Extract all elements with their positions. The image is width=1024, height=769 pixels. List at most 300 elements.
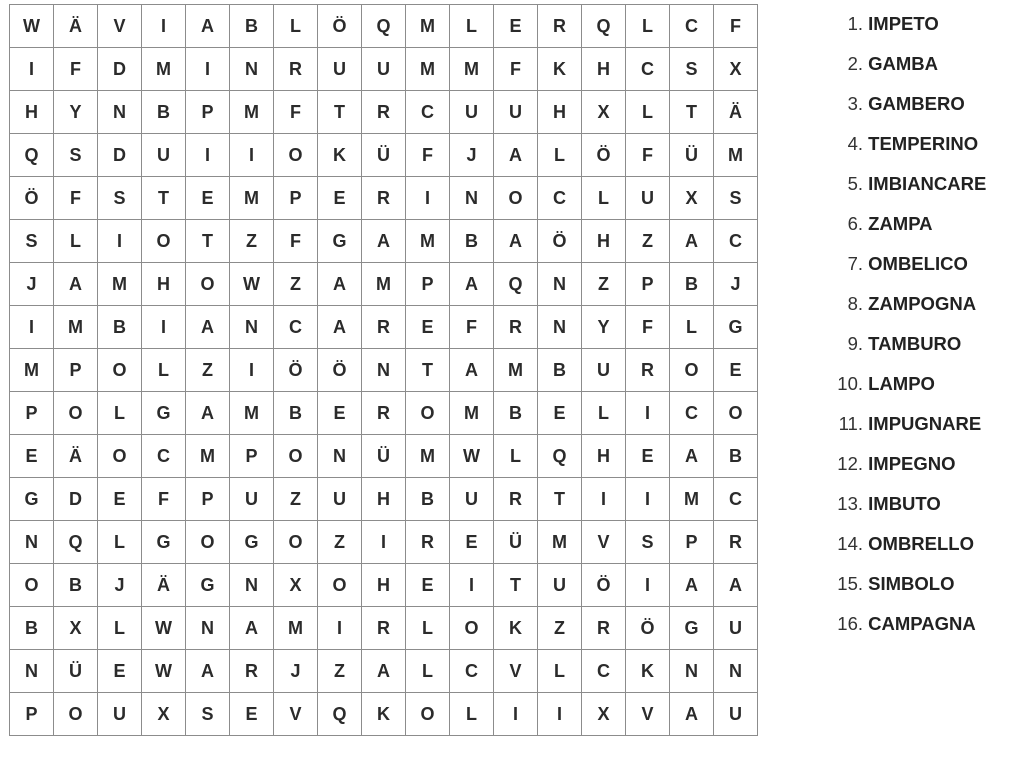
grid-cell[interactable]: L [98,521,142,564]
grid-cell[interactable]: L [494,435,538,478]
grid-cell[interactable]: M [406,435,450,478]
grid-cell[interactable]: N [318,435,362,478]
grid-cell[interactable]: E [450,521,494,564]
grid-cell[interactable]: D [54,478,98,521]
grid-cell[interactable]: L [582,392,626,435]
grid-cell[interactable]: N [450,177,494,220]
grid-cell[interactable]: J [98,564,142,607]
grid-cell[interactable]: G [142,521,186,564]
grid-cell[interactable]: G [230,521,274,564]
grid-cell[interactable]: M [10,349,54,392]
grid-cell[interactable]: M [406,5,450,48]
grid-cell[interactable]: E [406,306,450,349]
grid-cell[interactable]: U [714,607,758,650]
grid-cell[interactable]: H [142,263,186,306]
grid-cell[interactable]: A [670,220,714,263]
grid-cell[interactable]: O [714,392,758,435]
grid-cell[interactable]: S [54,134,98,177]
grid-cell[interactable]: X [582,91,626,134]
grid-cell[interactable]: I [450,564,494,607]
word-label: IMPETO [868,13,939,34]
grid-cell[interactable]: B [98,306,142,349]
grid-cell[interactable]: A [186,5,230,48]
grid-cell[interactable]: L [626,91,670,134]
grid-cell[interactable]: Ü [362,134,406,177]
grid-cell[interactable]: Z [318,650,362,693]
grid-cell[interactable]: I [362,521,406,564]
grid-cell[interactable]: M [362,263,406,306]
grid-cell[interactable]: Ä [714,91,758,134]
grid-cell[interactable]: P [274,177,318,220]
grid-cell[interactable]: W [230,263,274,306]
grid-cell[interactable]: Q [582,5,626,48]
grid-cell[interactable]: Ö [318,5,362,48]
grid-cell[interactable]: M [714,134,758,177]
grid-cell[interactable]: Ö [582,564,626,607]
grid-cell[interactable]: G [714,306,758,349]
grid-cell[interactable]: L [98,607,142,650]
grid-cell[interactable]: F [274,91,318,134]
grid-cell[interactable]: I [230,134,274,177]
grid-cell[interactable]: Z [186,349,230,392]
grid-cell[interactable]: V [626,693,670,736]
word-list-item [826,284,986,324]
grid-cell[interactable]: C [406,91,450,134]
grid-cell[interactable]: M [450,392,494,435]
grid-cell[interactable]: R [494,478,538,521]
grid-cell[interactable]: K [538,48,582,91]
grid-cell[interactable]: T [142,177,186,220]
grid-cell[interactable]: I [186,134,230,177]
grid-cell[interactable]: I [10,306,54,349]
grid-cell[interactable]: L [582,177,626,220]
grid-cell[interactable]: O [54,693,98,736]
grid-cell[interactable]: Ü [670,134,714,177]
grid-cell[interactable]: U [450,91,494,134]
grid-cell[interactable]: Q [538,435,582,478]
grid-cell[interactable]: O [406,392,450,435]
grid-cell[interactable]: N [362,349,406,392]
grid-cell[interactable]: J [450,134,494,177]
grid-cell[interactable]: I [626,392,670,435]
grid-cell[interactable]: A [318,306,362,349]
grid-cell[interactable]: Ü [494,521,538,564]
grid-cell[interactable]: C [450,650,494,693]
grid-cell[interactable]: B [142,91,186,134]
grid-cell[interactable]: U [538,564,582,607]
grid-cell[interactable]: H [582,220,626,263]
grid-cell[interactable]: F [142,478,186,521]
grid-cell[interactable]: Y [54,91,98,134]
grid-cell[interactable]: Ö [10,177,54,220]
grid-cell[interactable]: L [450,693,494,736]
grid-cell[interactable]: C [274,306,318,349]
grid-cell[interactable]: I [142,306,186,349]
grid-cell[interactable]: N [186,607,230,650]
grid-cell[interactable]: U [626,177,670,220]
grid-cell[interactable]: H [582,435,626,478]
grid-cell[interactable]: X [714,48,758,91]
grid-cell[interactable]: M [670,478,714,521]
word-number: 5. [847,173,863,194]
grid-cell[interactable]: Ö [274,349,318,392]
grid-cell[interactable]: C [142,435,186,478]
word-list-item [826,604,986,644]
grid-cell[interactable]: O [274,435,318,478]
grid-cell[interactable]: U [142,134,186,177]
grid-cell[interactable]: R [362,607,406,650]
grid-cell[interactable]: A [670,564,714,607]
grid-cell[interactable]: P [10,392,54,435]
grid-cell[interactable]: A [318,263,362,306]
grid-cell[interactable]: Ö [318,349,362,392]
grid-cell[interactable]: M [406,220,450,263]
grid-cell[interactable]: V [98,5,142,48]
grid-cell[interactable]: J [274,650,318,693]
grid-cell[interactable]: Q [362,5,406,48]
grid-cell[interactable]: E [10,435,54,478]
grid-cell[interactable]: O [98,349,142,392]
grid-cell[interactable]: S [714,177,758,220]
grid-cell[interactable]: I [626,478,670,521]
grid-cell[interactable]: I [626,564,670,607]
grid-cell[interactable]: B [54,564,98,607]
grid-cell[interactable]: X [142,693,186,736]
grid-cell[interactable]: O [450,607,494,650]
grid-cell[interactable]: M [406,48,450,91]
grid-cell[interactable]: M [230,177,274,220]
grid-cell[interactable]: Ö [582,134,626,177]
grid-cell[interactable]: I [318,607,362,650]
grid-cell[interactable]: N [714,650,758,693]
grid-cell[interactable]: N [230,564,274,607]
grid-cell[interactable]: E [230,693,274,736]
grid-cell[interactable]: C [714,220,758,263]
grid-cell[interactable]: F [626,306,670,349]
grid-cell[interactable]: R [406,521,450,564]
grid-cell[interactable]: P [10,693,54,736]
grid-cell[interactable]: N [538,306,582,349]
grid-cell[interactable]: L [98,392,142,435]
grid-cell[interactable]: X [54,607,98,650]
grid-cell[interactable]: S [98,177,142,220]
grid-cell[interactable]: F [626,134,670,177]
grid-cell[interactable]: M [98,263,142,306]
grid-cell[interactable]: O [274,521,318,564]
grid-cell[interactable]: R [362,177,406,220]
grid-row [10,521,758,564]
grid-cell[interactable]: E [98,478,142,521]
grid-cell[interactable]: N [98,91,142,134]
grid-cell[interactable]: I [406,177,450,220]
grid-cell[interactable]: B [274,392,318,435]
grid-cell[interactable]: I [10,48,54,91]
grid-cell[interactable]: H [362,564,406,607]
grid-cell[interactable]: T [186,220,230,263]
grid-cell[interactable]: C [626,48,670,91]
grid-cell[interactable]: K [318,134,362,177]
grid-cell[interactable]: P [626,263,670,306]
grid-cell[interactable]: A [450,349,494,392]
grid-cell[interactable]: U [362,48,406,91]
grid-cell[interactable]: R [538,5,582,48]
grid-cell[interactable]: A [186,650,230,693]
grid-cell[interactable]: H [538,91,582,134]
grid-cell[interactable]: L [538,650,582,693]
grid-cell[interactable]: Q [54,521,98,564]
grid-cell[interactable]: B [670,263,714,306]
grid-cell[interactable]: A [186,392,230,435]
grid-cell[interactable]: W [10,5,54,48]
grid-cell[interactable]: W [142,607,186,650]
grid-cell[interactable]: B [714,435,758,478]
grid-cell[interactable]: Ä [142,564,186,607]
grid-cell[interactable]: M [230,392,274,435]
grid-cell[interactable]: Z [274,263,318,306]
grid-cell[interactable]: L [406,650,450,693]
grid-cell[interactable]: U [582,349,626,392]
grid-cell[interactable]: I [230,349,274,392]
grid-cell[interactable]: R [274,48,318,91]
grid-cell[interactable]: E [318,177,362,220]
word-list-item [826,524,986,564]
grid-cell[interactable]: U [98,693,142,736]
grid-cell[interactable]: J [10,263,54,306]
grid-cell[interactable]: P [230,435,274,478]
grid-cell[interactable]: T [538,478,582,521]
grid-cell[interactable]: F [274,220,318,263]
grid-cell[interactable]: B [538,349,582,392]
grid-cell[interactable]: T [406,349,450,392]
grid-cell[interactable]: M [450,48,494,91]
grid-cell[interactable]: T [494,564,538,607]
grid-cell[interactable]: A [450,263,494,306]
grid-cell[interactable]: V [494,650,538,693]
grid-cell[interactable]: O [494,177,538,220]
grid-cell[interactable]: E [494,5,538,48]
grid-cell[interactable]: O [142,220,186,263]
grid-cell[interactable]: N [10,650,54,693]
grid-cell[interactable]: L [626,5,670,48]
grid-cell[interactable]: R [626,349,670,392]
grid-cell[interactable]: E [186,177,230,220]
grid-cell[interactable]: M [230,91,274,134]
grid-cell[interactable]: B [450,220,494,263]
grid-cell[interactable]: J [714,263,758,306]
grid-cell[interactable]: B [406,478,450,521]
grid-cell[interactable]: H [362,478,406,521]
grid-cell[interactable]: D [98,48,142,91]
grid-cell[interactable]: M [538,521,582,564]
grid-cell[interactable]: F [54,48,98,91]
grid-cell[interactable]: L [54,220,98,263]
grid-cell[interactable]: L [406,607,450,650]
grid-cell[interactable]: G [10,478,54,521]
grid-cell[interactable]: S [10,220,54,263]
grid-cell[interactable]: R [362,306,406,349]
grid-cell[interactable]: A [362,650,406,693]
grid-cell[interactable]: C [538,177,582,220]
grid-cell[interactable]: M [274,607,318,650]
grid-cell[interactable]: A [714,564,758,607]
grid-cell[interactable]: U [494,91,538,134]
grid-cell[interactable]: C [670,392,714,435]
grid-cell[interactable]: G [186,564,230,607]
grid-cell[interactable]: A [186,306,230,349]
grid-cell[interactable]: U [230,478,274,521]
grid-cell[interactable]: I [538,693,582,736]
word-label: CAMPAGNA [868,613,976,634]
grid-cell[interactable]: O [406,693,450,736]
grid-cell[interactable]: A [670,435,714,478]
grid-cell[interactable]: N [670,650,714,693]
grid-cell[interactable]: A [54,263,98,306]
grid-cell[interactable]: I [98,220,142,263]
grid-cell[interactable]: O [670,349,714,392]
grid-cell[interactable]: Z [230,220,274,263]
grid-cell[interactable]: F [714,5,758,48]
grid-cell[interactable]: V [274,693,318,736]
grid-cell[interactable]: G [318,220,362,263]
grid-cell[interactable]: C [582,650,626,693]
grid-cell[interactable]: U [318,478,362,521]
grid-cell[interactable]: I [142,5,186,48]
grid-cell[interactable]: L [450,5,494,48]
grid-cell[interactable]: R [714,521,758,564]
grid-cell[interactable]: G [142,392,186,435]
grid-cell[interactable]: Z [318,521,362,564]
word-label: IMPEGNO [868,453,956,474]
word-number: 16. [837,613,863,634]
grid-cell[interactable]: A [670,693,714,736]
grid-cell[interactable]: H [10,91,54,134]
grid-cell[interactable]: U [450,478,494,521]
grid-cell[interactable]: F [494,48,538,91]
grid-cell[interactable]: O [318,564,362,607]
grid-cell[interactable]: N [230,48,274,91]
grid-cell[interactable]: X [274,564,318,607]
grid-cell[interactable]: S [626,521,670,564]
grid-cell[interactable]: L [142,349,186,392]
grid-cell[interactable]: P [54,349,98,392]
grid-cell[interactable]: B [230,5,274,48]
grid-cell[interactable]: F [54,177,98,220]
grid-cell[interactable]: A [230,607,274,650]
grid-cell[interactable]: A [494,220,538,263]
grid-cell[interactable]: O [186,263,230,306]
grid-cell[interactable]: K [626,650,670,693]
grid-cell[interactable]: Ö [626,607,670,650]
grid-cell[interactable]: F [450,306,494,349]
grid-cell[interactable]: E [98,650,142,693]
grid-cell[interactable]: I [494,693,538,736]
grid-cell[interactable]: R [362,91,406,134]
grid-cell[interactable]: O [274,134,318,177]
grid-cell[interactable]: X [582,693,626,736]
grid-cell[interactable]: D [98,134,142,177]
grid-cell[interactable]: R [582,607,626,650]
grid-cell[interactable]: Ä [54,435,98,478]
grid-cell[interactable]: R [230,650,274,693]
grid-cell[interactable]: Ü [54,650,98,693]
grid-cell[interactable]: U [318,48,362,91]
grid-cell[interactable]: M [54,306,98,349]
grid-cell[interactable]: Z [582,263,626,306]
grid-cell[interactable]: R [362,392,406,435]
grid-cell[interactable]: Z [274,478,318,521]
grid-cell[interactable]: S [186,693,230,736]
grid-cell[interactable]: Q [318,693,362,736]
grid-cell[interactable]: E [714,349,758,392]
grid-cell[interactable]: I [582,478,626,521]
grid-cell[interactable]: Ö [538,220,582,263]
grid-cell[interactable]: O [10,564,54,607]
grid-cell[interactable]: E [318,392,362,435]
grid-cell[interactable]: K [362,693,406,736]
grid-cell[interactable]: S [670,48,714,91]
grid-cell[interactable]: P [406,263,450,306]
word-list-item [826,364,986,404]
grid-cell[interactable]: Q [10,134,54,177]
grid-cell[interactable]: Ä [54,5,98,48]
grid-cell[interactable]: L [274,5,318,48]
grid-cell[interactable]: F [406,134,450,177]
grid-row [10,349,758,392]
grid-cell[interactable]: C [714,478,758,521]
grid-cell[interactable]: B [10,607,54,650]
grid-cell[interactable]: M [142,48,186,91]
grid-cell[interactable]: E [406,564,450,607]
grid-cell[interactable]: U [714,693,758,736]
grid-cell[interactable]: W [142,650,186,693]
grid-cell[interactable]: A [362,220,406,263]
grid-cell[interactable]: A [494,134,538,177]
grid-cell[interactable]: E [626,435,670,478]
grid-cell[interactable]: L [538,134,582,177]
grid-cell[interactable]: V [582,521,626,564]
grid-cell[interactable]: K [494,607,538,650]
grid-cell[interactable]: L [670,306,714,349]
grid-cell[interactable]: G [670,607,714,650]
grid-cell[interactable]: H [582,48,626,91]
grid-cell[interactable]: Ü [362,435,406,478]
grid-cell[interactable]: O [98,435,142,478]
grid-cell[interactable]: R [494,306,538,349]
grid-cell[interactable]: E [538,392,582,435]
grid-cell[interactable]: Y [582,306,626,349]
grid-cell[interactable]: M [186,435,230,478]
grid-cell[interactable]: P [186,91,230,134]
grid-cell[interactable]: P [186,478,230,521]
grid-cell[interactable]: X [670,177,714,220]
grid-cell[interactable]: Z [538,607,582,650]
grid-cell[interactable]: O [54,392,98,435]
grid-cell[interactable]: B [494,392,538,435]
grid-cell[interactable]: T [318,91,362,134]
grid-cell[interactable]: Q [494,263,538,306]
grid-cell[interactable]: N [230,306,274,349]
grid-cell[interactable]: I [186,48,230,91]
grid-cell[interactable]: P [670,521,714,564]
grid-cell[interactable]: M [494,349,538,392]
grid-cell[interactable]: N [10,521,54,564]
grid-cell[interactable]: O [186,521,230,564]
grid-cell[interactable]: C [670,5,714,48]
grid-cell[interactable]: W [450,435,494,478]
grid-cell[interactable]: T [670,91,714,134]
grid-cell[interactable]: N [538,263,582,306]
grid-cell[interactable]: Z [626,220,670,263]
